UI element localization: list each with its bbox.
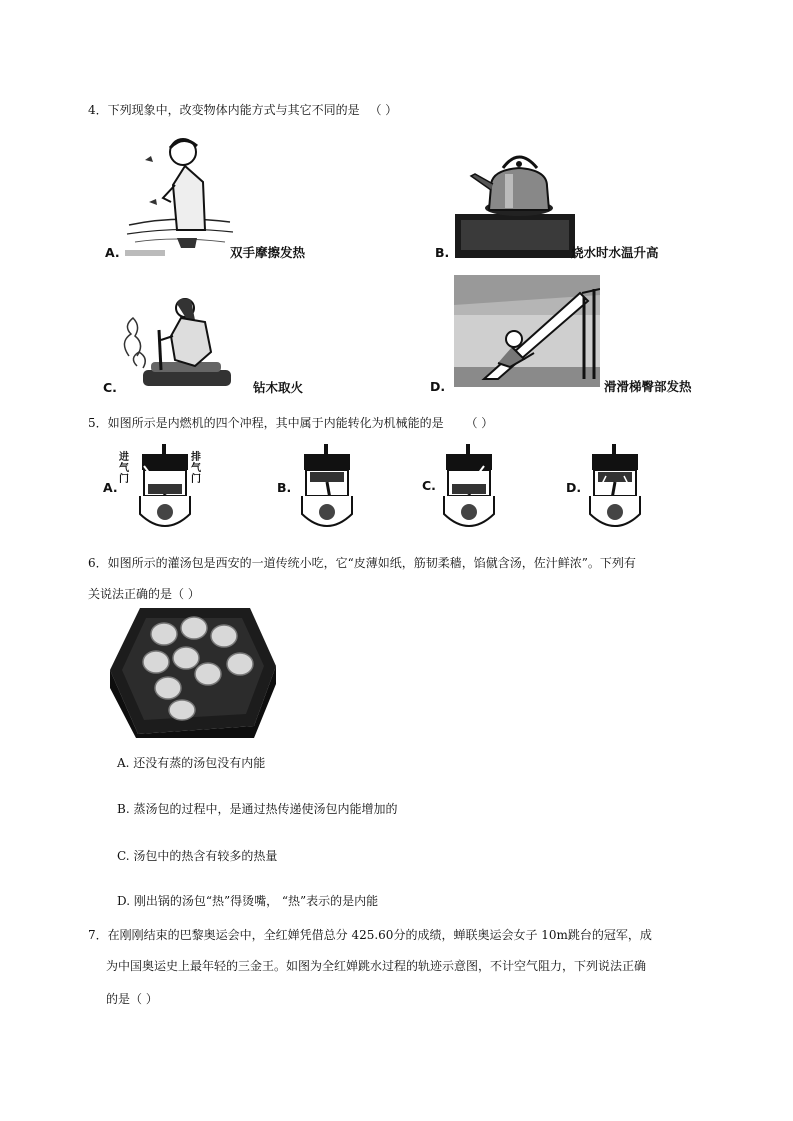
q4-option-d [430,379,445,395]
q4-option-d-image [454,275,600,387]
q5-answer-paren: （ ） [465,416,494,430]
q4-option-c [103,380,117,396]
q6-stem-line2: 关说法正确的是（ ） [88,587,200,601]
q5-engine-a [134,444,196,532]
q4-stem-text: 4．下列现象中，改变物体内能方式与其它不同的是 [88,103,360,117]
q4-option-b-image [455,146,575,258]
q6-option-c: C. 汤包中的热含有较多的热量 [117,849,278,863]
q7-stem-line2: 为中国奥运史上最年轻的三金王。如图为全红婵跳水过程的轨迹示意图，不计空气阻力，下列说法正确 [106,959,647,973]
q4-option-c-letter: C. [103,380,117,395]
q5-engine-d [584,444,646,532]
q4-option-b [435,245,449,261]
q4-option-c-caption: 钻木取火 [253,380,304,395]
q4-option-b-letter: B. [435,245,450,260]
q5-stem-text: 5．如图所示是内燃机的四个冲程，其中属于内能转化为机械能的是 [88,416,444,430]
q6-option-a: A. 还没有蒸的汤包没有内能 [117,756,266,770]
q5-intake-valve-label: 进气门 [119,452,129,485]
q4-stem [88,102,397,118]
q5-option-b-letter: B. [277,480,292,495]
q6-option-d: D. 刚出锅的汤包“热”得烫嘴， “热”表示的是内能 [117,894,379,908]
q7-stem-line1: 7．在刚刚结束的巴黎奥运会中，全红婵凭借总分 425.60分的成绩，蝉联奥运会女子 10m跳台的冠军，成 [88,928,652,942]
q5-exhaust-valve-label: 排气门 [191,452,201,485]
q6-option-b: B. 蒸汤包的过程中，是通过热传递使汤包内能增加的 [117,802,398,816]
q4-option-a-image [125,130,235,258]
q6-stem-line1: 6．如图所示的灌汤包是西安的一道传统小吃，它“皮薄如纸，筋韧柔穑，馅僦含汤，佐汁鲜浓”。下列有 [88,556,636,570]
q4-option-a-caption: 双手摩擦发热 [230,245,306,260]
q4-option-d-caption: 滑滑梯臀部发热 [604,379,692,394]
q4-option-a-letter: A. [105,245,120,260]
q5-engine-b [296,444,358,532]
q4-option-a [105,245,120,261]
q4-answer-paren: （ ） [369,103,398,117]
q5-engine-c [438,444,500,532]
q4-option-b-caption: 烧水时水温升高 [571,245,659,260]
q5-stem [88,415,493,431]
q6-soup-dumpling-image [110,606,276,738]
q4-option-d-letter: D. [430,379,446,394]
q4-option-c-image [115,296,235,392]
q5-option-c-letter: C. [422,478,436,493]
q5-option-a-letter: A. [103,480,118,495]
q7-stem-line3: 的是（ ） [106,992,158,1006]
q5-option-d-letter: D. [566,480,582,495]
